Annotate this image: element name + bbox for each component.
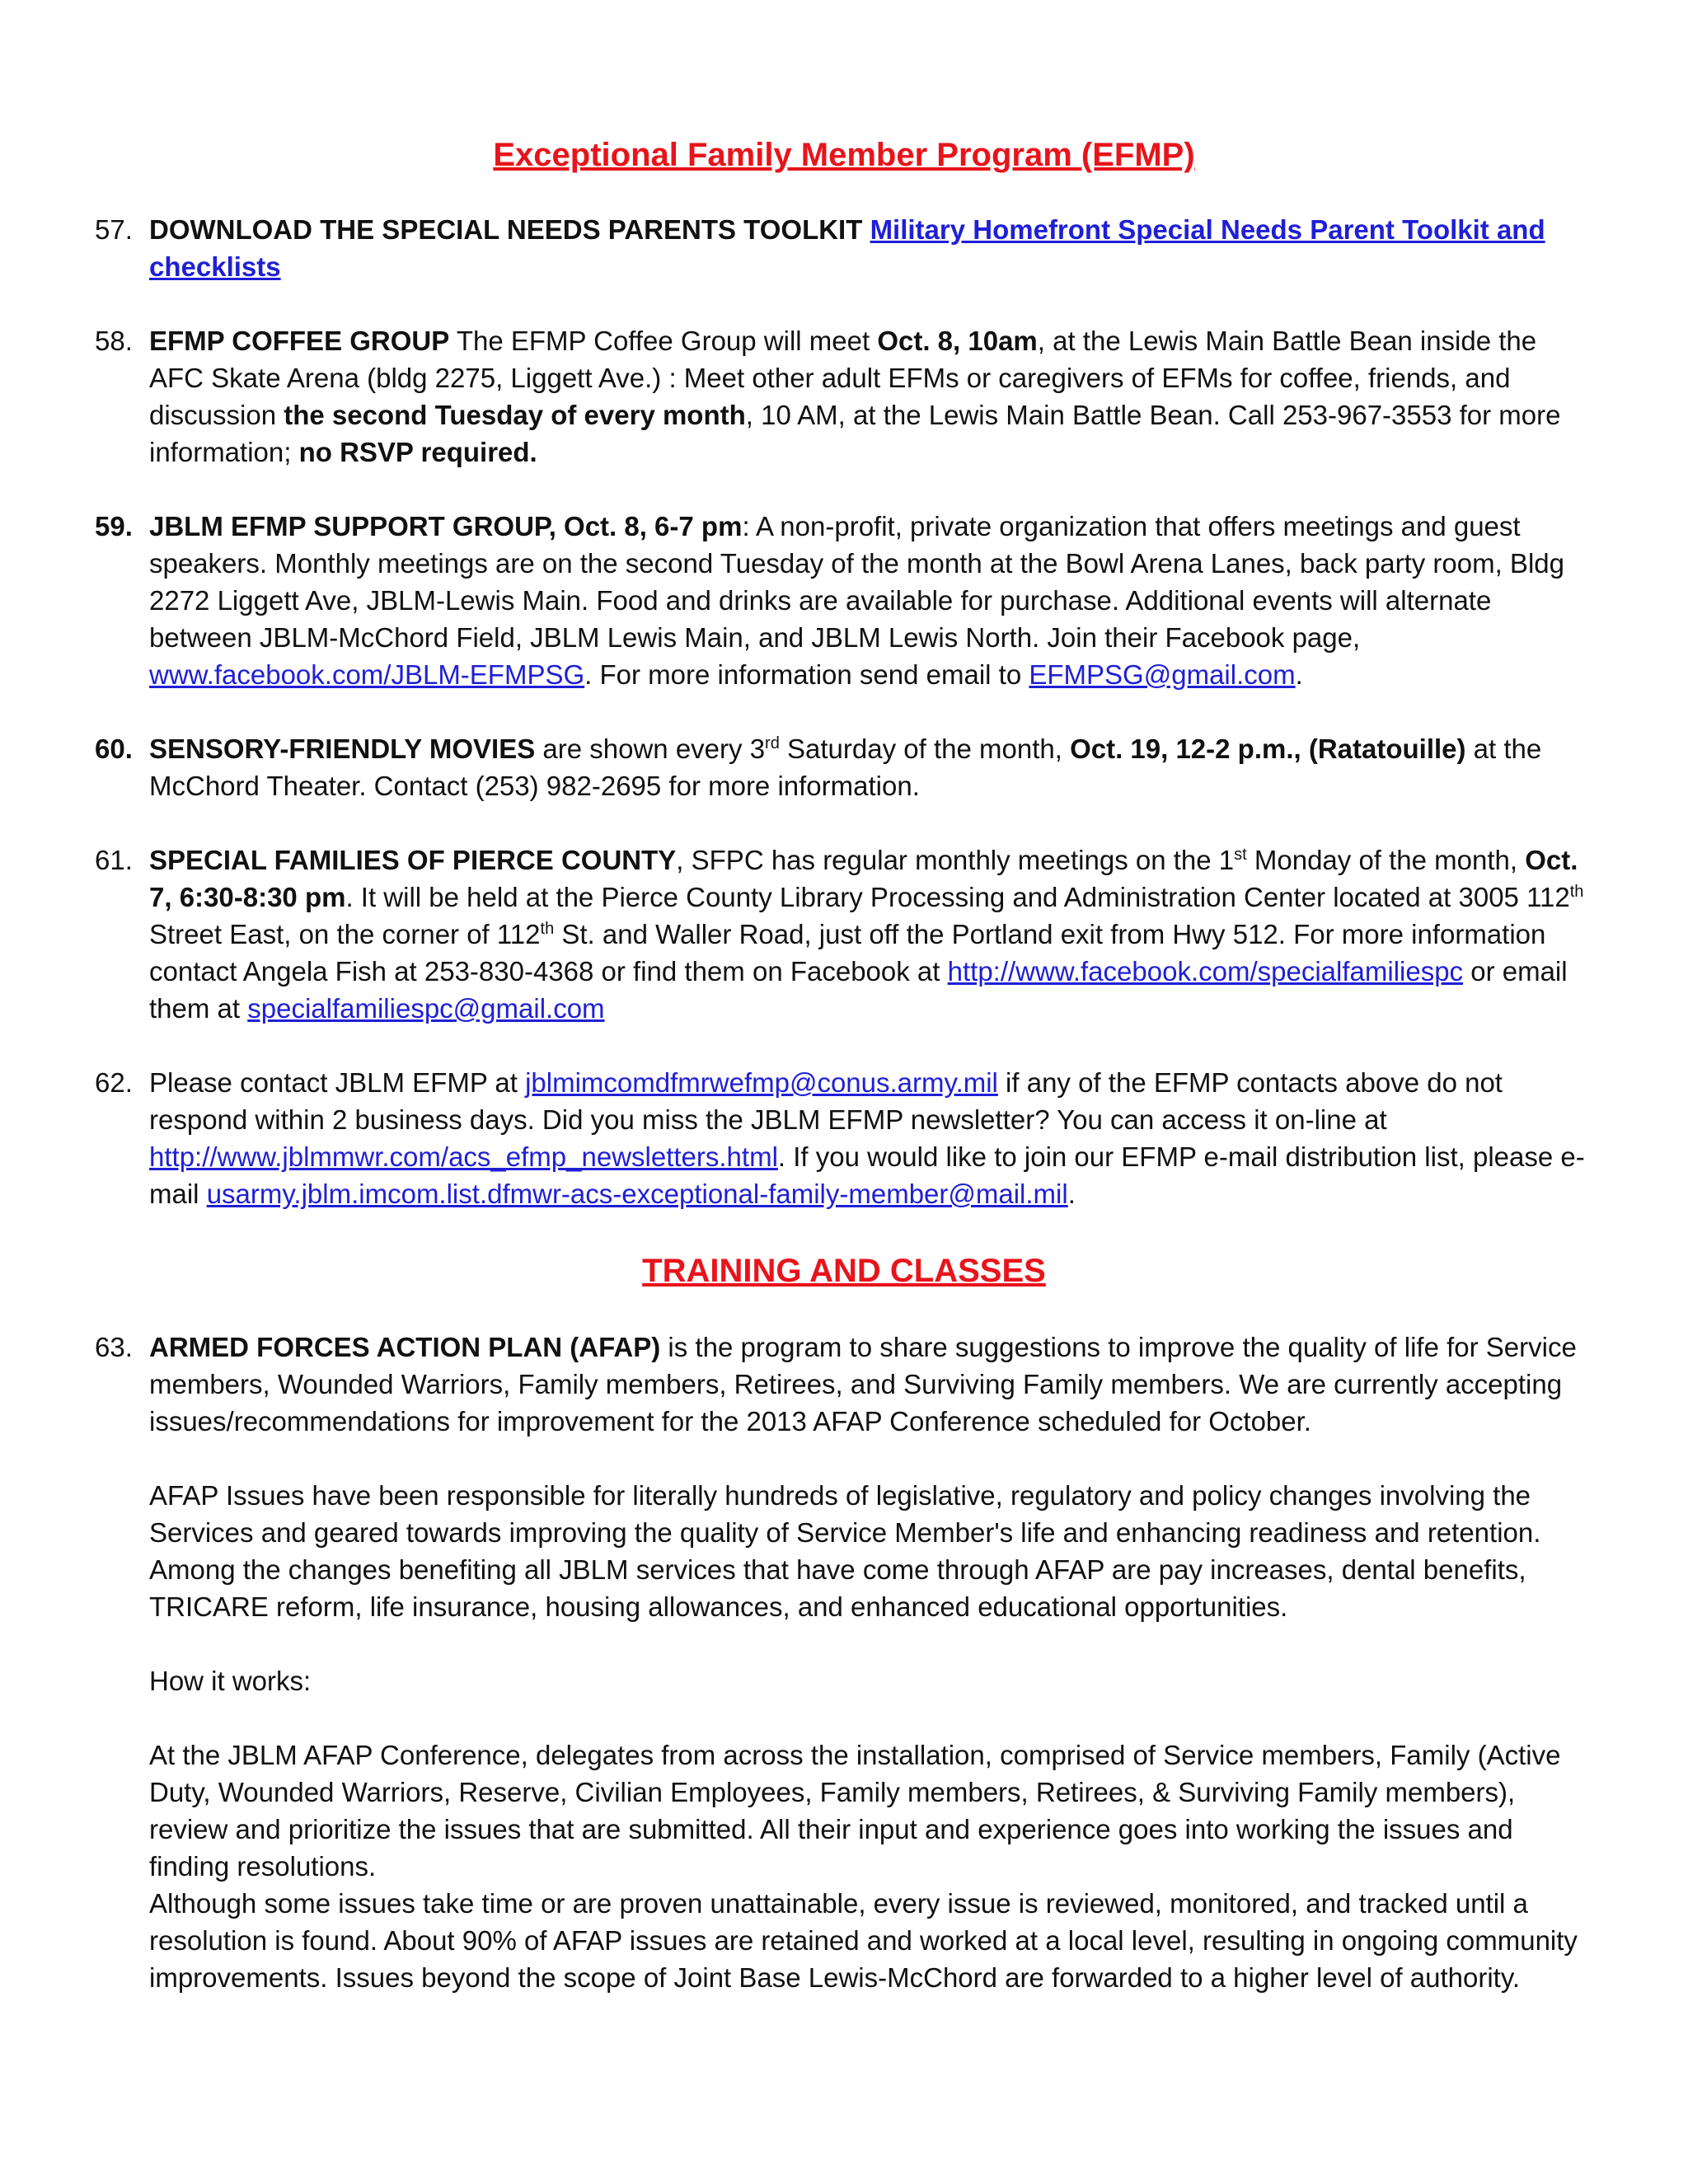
item-body	[149, 1329, 1593, 1996]
item-body	[149, 322, 1593, 471]
efmpsg-email-link[interactable]: EFMPSG@gmail.com	[1029, 659, 1296, 690]
item-heading: JBLM EFMP SUPPORT GROUP, Oct. 8, 6-7 pm	[149, 511, 743, 541]
item-number: 60.	[95, 733, 133, 764]
list-item-60	[95, 730, 1593, 804]
list-item-59	[95, 508, 1593, 693]
ordinal-suffix: st	[1234, 846, 1247, 864]
item-bold-text: the second Tuesday of every month	[284, 400, 746, 430]
distribution-list-email-link[interactable]: usarmy.jblm.imcom.list.dfmwr-acs-exceptional-family-member@mail.mil	[206, 1179, 1068, 1209]
item-paragraph: AFAP Issues have been responsible for literally hundreds of legislative, regulatory and policy changes involving the Services and geared towards improving the quality of Service Member's life and enhancing readiness and retention. Among the changes benefiting all JBLM services that have come through AFAP are pay increases, dental benefits, TRICARE reform, life insurance, housing allowances, and enhanced educational opportunities.	[149, 1480, 1541, 1622]
item-text: .	[1295, 659, 1303, 690]
item-text: , SFPC has regular monthly meetings on the 1	[676, 845, 1235, 875]
item-text: .	[1067, 1179, 1076, 1209]
facebook-specialfamilies-link[interactable]: http://www.facebook.com/specialfamiliespc	[947, 956, 1464, 987]
item-text: , 10 AM, at the Lewis Main Battle Bean. Call 253-967-3553 for more information;	[149, 400, 1561, 467]
item-paragraph: At the JBLM AFAP Conference, delegates from across the installation, comprised of Service members, Family (Active Duty, Wounded Warriors, Reserve, Civilian Employees, Family members, Retirees, & Surviving Family members), review and prioritize the issues that are submitted. All their input and experience goes into working the issues and finding resolutions.	[149, 1740, 1561, 1882]
item-text: The EFMP Coffee Group will meet	[449, 326, 878, 356]
ordinal-suffix: th	[1569, 883, 1584, 901]
item-text: Street East, on the corner of 112	[149, 919, 541, 949]
ordinal-suffix: rd	[765, 734, 780, 752]
section-title-training: TRAINING AND CLASSES	[642, 1253, 1046, 1289]
item-text: Saturday of the month,	[779, 733, 1071, 764]
item-text: are shown every 3	[535, 733, 766, 764]
item-body	[149, 1064, 1593, 1212]
ordinal-suffix: th	[540, 920, 555, 938]
item-number: 59.	[95, 511, 133, 541]
item-text: . If you would like to join our EFMP e-mail distribution list, please e-mail	[149, 1141, 1585, 1209]
newsletters-link[interactable]: http://www.jblmmwr.com/acs_efmp_newsletters.html	[149, 1141, 778, 1172]
item-text: at the McChord Theater. Contact (253) 982-2695 for more information.	[149, 733, 1542, 801]
item-body	[149, 730, 1593, 804]
item-text: : A non-profit, private organization that offers meetings and guest speakers. Monthly meetings are on the second Tuesday of the month at the Bowl Arena Lanes, back party room, Bldg 2272 Liggett Ave, JBLM-Lewis Main. Food and drinks are available for purchase. Additional events will alternate between JBLM-McChord Field, JBLM Lewis Main, and JBLM Lewis North. Join their Facebook page,	[149, 511, 1564, 653]
item-number: 58.	[95, 326, 133, 356]
item-heading: ARMED FORCES ACTION PLAN (AFAP)	[149, 1332, 661, 1362]
item-bold-text: Oct. 8, 10am	[877, 326, 1038, 356]
item-number: 61.	[95, 845, 133, 875]
item-body	[149, 508, 1593, 693]
item-heading: EFMP COFFEE GROUP	[149, 326, 450, 356]
item-text: is the program to share suggestions to improve the quality of life for Service members, Wounded Warriors, Family members, Retirees, and Surviving Family members. We are currently accepting issues/recommendations for improvement for the 2013 AFAP Conference scheduled for October.	[149, 1332, 1577, 1436]
specialfamilies-email-link[interactable]: specialfamiliespc@gmail.com	[247, 993, 605, 1024]
item-paragraph	[149, 1329, 1593, 1440]
list-item-63	[95, 1329, 1593, 1996]
item-number: 57.	[95, 214, 133, 245]
item-text: or email them at	[149, 956, 1568, 1024]
item-number: 63.	[95, 1332, 133, 1362]
item-body	[149, 211, 1593, 285]
item-heading: SPECIAL FAMILIES OF PIERCE COUNTY	[149, 845, 677, 875]
item-text: . For more information send email to	[584, 659, 1029, 690]
item-text: Monday of the month,	[1246, 845, 1526, 875]
item-bold-text: no RSVP required.	[298, 437, 537, 467]
item-text: St. and Waller Road, just off the Portland exit from Hwy 512. For more information contact Angela Fish at 253-830-4368 or find them on Facebook at	[149, 919, 1546, 987]
item-text: , at the Lewis Main Battle Bean inside the AFC Skate Arena (bldg 2275, Liggett Ave.) : Meet other adult EFMs or caregivers of EFMs for coffee, friends, and discussion	[149, 326, 1537, 430]
item-heading: DOWNLOAD THE SPECIAL NEEDS PARENTS TOOLKIT	[149, 214, 863, 245]
facebook-efmpsg-link[interactable]: www.facebook.com/JBLM-EFMPSG	[149, 659, 585, 690]
item-paragraph: How it works:	[149, 1666, 312, 1696]
item-text: Please contact JBLM EFMP at	[149, 1067, 526, 1098]
item-body	[149, 841, 1593, 1027]
item-text: if any of the EFMP contacts above do not respond within 2 business days. Did you miss the JBLM EFMP newsletter? You can access it on-line at	[149, 1067, 1503, 1135]
toolkit-link[interactable]: Military Homefront Special Needs Parent Toolkit and checklists	[149, 214, 1545, 282]
item-bold-text: Oct. 7, 6:30-8:30 pm	[149, 845, 1578, 912]
list-item-62	[95, 1064, 1593, 1212]
list-item-61	[95, 841, 1593, 1027]
item-bold-text: Oct. 19, 12-2 p.m., (Ratatouille)	[1070, 733, 1466, 764]
item-paragraph: Although some issues take time or are proven unattainable, every issue is reviewed, monitored, and tracked until a resolution is found. About 90% of AFAP issues are retained and worked at a local level, resulting in ongoing community improvements. Issues beyond the scope of Joint Base Lewis-McChord are forwarded to a higher level of authority.	[149, 1888, 1578, 1993]
jblm-efmp-email-link[interactable]: jblmimcomdfmrwefmp@conus.army.mil	[525, 1067, 998, 1098]
list-item-57	[95, 211, 1593, 285]
item-heading: SENSORY-FRIENDLY MOVIES	[149, 733, 536, 764]
item-text: . It will be held at the Pierce County Library Processing and Administration Center located at 3005 112	[345, 882, 1570, 912]
list-item-58	[95, 322, 1593, 471]
item-number: 62.	[95, 1067, 133, 1098]
section-title-efmp: Exceptional Family Member Program (EFMP)	[493, 137, 1195, 173]
